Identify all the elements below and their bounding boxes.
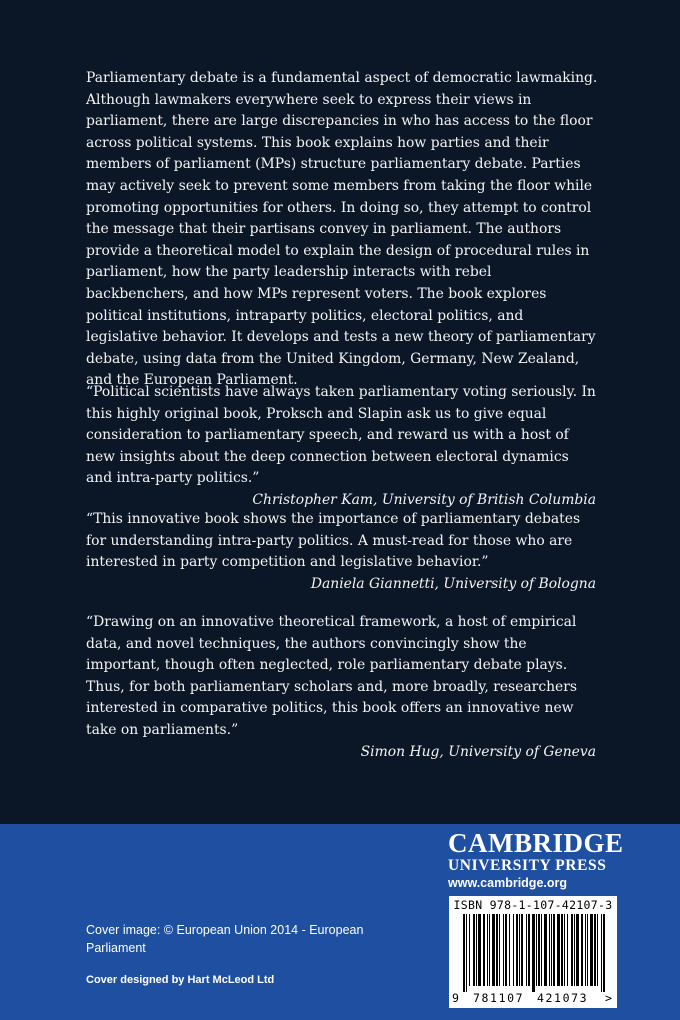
barcode-bar xyxy=(526,914,527,986)
barcode-bar xyxy=(496,914,498,986)
barcode-bar xyxy=(463,914,465,992)
endorsement-quote xyxy=(86,612,598,763)
barcode-bar xyxy=(516,914,518,986)
barcode-bar xyxy=(538,914,540,986)
endorsement-attribution: Simon Hug, University of Geneva xyxy=(360,743,596,760)
publisher-logo xyxy=(448,829,628,892)
barcode-bar xyxy=(581,914,583,986)
barcode-bar xyxy=(528,914,530,986)
barcode-bar xyxy=(487,914,488,986)
barcode-bar xyxy=(597,914,598,986)
barcode-digit-end: > xyxy=(605,991,612,1005)
barcode-bars xyxy=(463,914,605,992)
barcode-bar xyxy=(473,914,475,986)
barcode-bar xyxy=(587,914,588,986)
barcode-bar xyxy=(601,914,602,992)
barcode-bar xyxy=(483,914,485,986)
barcode-digits-right: 421073 xyxy=(537,991,589,1005)
publisher-url: www.cambridge.org xyxy=(448,876,568,890)
barcode-bar xyxy=(549,914,550,986)
barcode-digit-first: 9 xyxy=(452,991,459,1005)
barcode-bar xyxy=(544,914,547,986)
barcode-bar xyxy=(561,914,563,986)
barcode-bar xyxy=(557,914,560,986)
barcode-bar xyxy=(551,914,552,986)
endorsement-attribution: Daniela Giannetti, University of Bologna xyxy=(310,575,596,592)
endorsement-text: “This innovative book shows the importance of parliamentary debates for understanding intra-party politics. A must-read for those who are interested in party competition and legislative behavior.” xyxy=(86,511,581,571)
endorsement-text: “Political scientists have always taken parliamentary voting seriously. In this highly original book, Proksch and Slapin ask us to give equal consideration to parliamentary speech, and reward us with a host of new insights about the deep connection between electoral dynamics and intra-party politics.” xyxy=(86,384,596,487)
barcode-bar xyxy=(536,914,537,986)
barcode-bar xyxy=(553,914,555,986)
endorsement-text: “Drawing on an innovative theoretical framework, a host of empirical data, and novel techniques, the authors convincingly show the important, though often neglected, role parliamentary debate plays. Thus, for both parliamentary scholars and, more broadly, researchers interested in comparative politics, this book offers an innovative new take on parliaments.” xyxy=(86,614,578,738)
barcode-bar xyxy=(476,914,477,986)
barcode-bar xyxy=(594,914,596,986)
barcode-bar xyxy=(492,914,495,986)
barcode-digits-left: 781107 xyxy=(473,991,525,1005)
barcode-bar xyxy=(567,914,568,986)
publisher-name: CAMBRIDGE xyxy=(448,828,624,858)
barcode-bar xyxy=(541,914,542,986)
barcode-bar xyxy=(571,914,573,986)
barcode-bar xyxy=(519,914,520,986)
barcode-bar xyxy=(574,914,575,986)
barcode-bar xyxy=(469,914,470,986)
publisher-press: UNIVERSITY PRESS xyxy=(448,857,607,874)
back-cover-bottom-panel xyxy=(0,824,680,1020)
barcode-bar xyxy=(585,914,586,986)
barcode-bar xyxy=(478,914,481,986)
barcode-bar xyxy=(603,914,605,992)
barcode-bar xyxy=(576,914,579,986)
barcode-bar xyxy=(466,914,467,992)
barcode-bar xyxy=(513,914,514,986)
barcode-bar xyxy=(532,914,535,992)
barcode-bar xyxy=(489,914,490,986)
barcode-bar xyxy=(503,914,504,986)
endorsement-quote xyxy=(86,382,598,512)
book-description: Parliamentary debate is a fundamental aspect of democratic lawmaking. Although lawmakers everywhere seek to express their views in parliament, there are large discrepancies in who has access to the floor across political systems. This book explains how parties and their members of parliament (MPs) structure parliamentary debate. Parties may actively seek to prevent some members from taking the floor while promoting opportunities for others. In doing so, they attempt to control the message that their partisans convey in parliament. The authors provide a theoretical model to explain the design of procedural rules in parliament, how the party leadership interacts with rebel backbenchers, and how MPs represent voters. The book explores political institutions, intraparty politics, electoral politics, and legislative behavior. It develops and tests a new theory of parliamentary debate, using data from the United Kingdom, Germany, New Zealand, and the European Parliament. xyxy=(86,70,598,389)
barcode-bar xyxy=(499,914,500,986)
endorsement-attribution: Christopher Kam, University of British Columbia xyxy=(252,491,596,508)
barcode-bar xyxy=(590,914,593,986)
isbn-label: ISBN 978-1-107-42107-3 xyxy=(453,898,613,912)
cover-design-credit: Cover designed by Hart McLeod Ltd xyxy=(86,974,275,986)
barcode-bar xyxy=(505,914,507,986)
barcode-bar xyxy=(509,914,510,986)
endorsement-quote xyxy=(86,509,598,595)
barcode-bar xyxy=(564,914,565,986)
barcode-bar xyxy=(521,914,523,986)
cover-image-credit: Cover image: © European Union 2014 - European Parliament xyxy=(86,923,364,955)
isbn-barcode xyxy=(449,896,617,1008)
